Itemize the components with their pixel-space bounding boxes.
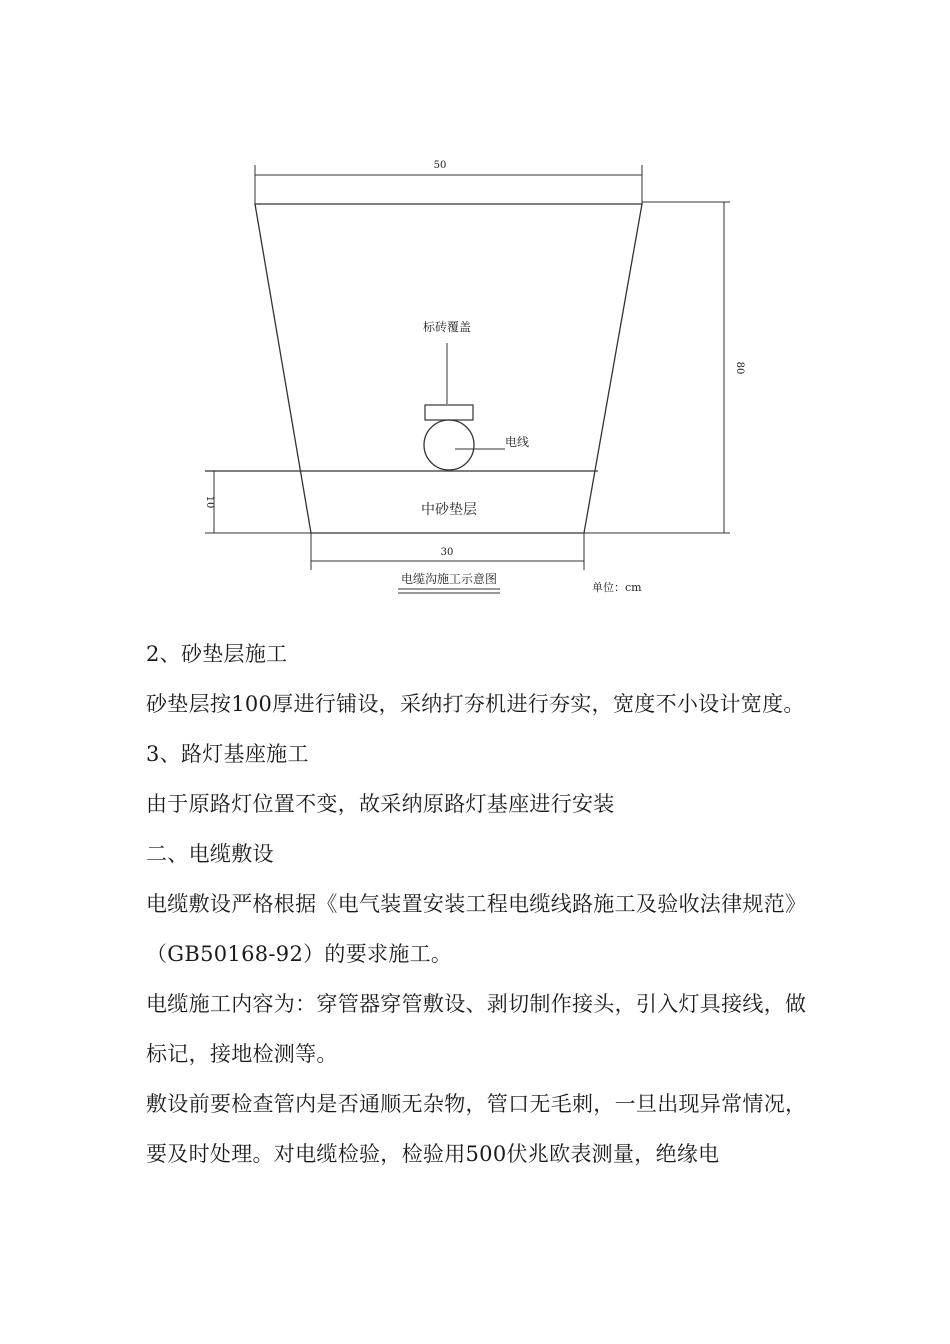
trench-drawing xyxy=(0,0,950,620)
paragraph-cable-inspection: 敷设前要检查管内是否通顺无杂物，管口无毛刺，一旦出现异常情况，要及时处理。对电缆检验，检验用500伏兆欧表测量，绝缘电 xyxy=(146,1092,807,1166)
paragraph-sand-layer: 砂垫层按100厚进行铺设，采纳打夯机进行夯实，宽度不小设计宽度。 xyxy=(146,692,805,716)
paragraph-cable-work: 电缆施工内容为：穿管器穿管敷设、剥切制作接头，引入灯具接线，做标记，接地检测等。 xyxy=(146,992,807,1066)
unit-label: 单位：cm xyxy=(592,581,642,594)
trench-outline xyxy=(255,204,642,533)
paragraph-lamp-base: 由于原路灯位置不变，故采纳原路灯基座进行安装 xyxy=(146,792,615,816)
height-label: 80 xyxy=(734,361,745,375)
top-width-label: 50 xyxy=(433,160,447,171)
sand-layer-label: 中砂垫层 xyxy=(421,502,477,518)
brick-cover-label: 标砖覆盖 xyxy=(422,320,472,334)
cable-trench-diagram xyxy=(0,0,950,620)
heading-lamp-base: 3、路灯基座施工 xyxy=(146,742,309,766)
heading-cable-laying: 二、电缆敷设 xyxy=(146,842,274,866)
document-body xyxy=(146,629,826,1179)
paragraph-cable-standard: 电缆敷设严格根据《电气装置安装工程电缆线路施工及验收法律规范》（GB50168-92）的要求施工。 xyxy=(146,892,807,966)
cable-label: 电线 xyxy=(505,435,530,449)
cable-circle xyxy=(424,420,474,470)
diagram-caption: 电缆沟施工示意图 xyxy=(400,572,498,586)
sand-depth-label: 10 xyxy=(204,495,215,509)
bottom-width-label: 30 xyxy=(440,547,454,558)
brick-cover xyxy=(425,405,473,420)
heading-sand-layer: 2、砂垫层施工 xyxy=(146,642,288,666)
